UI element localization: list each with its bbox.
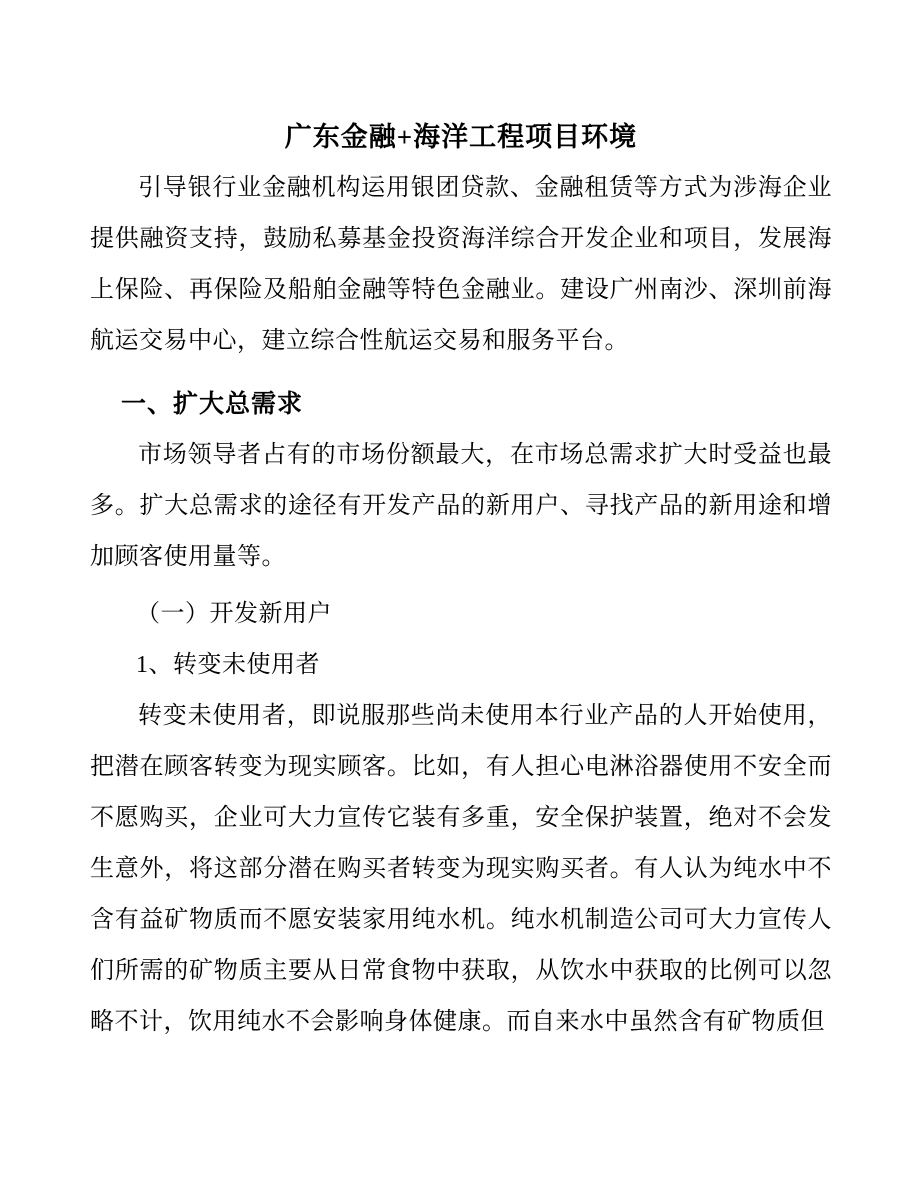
document-content: [90, 112, 832, 1048]
section-heading-expand-total-demand: 一、扩大总需求: [121, 391, 304, 418]
paragraph-convert-non-users: 转变未使用者，即说服那些尚未使用本行业产品的人开始使用，把潜在顾客转变为现实顾客。比如，有人担心电淋浴器使用不安全而不愿购买，企业可大力宣传它装有多重，安全保护装置，绝对不会发生意外，将这部分潜在购买者转变为现实购买者。有人认为纯水中不含有益矿物质而不愿安装家用纯水机。纯水机制造公司可大力宣传人们所需的矿物质主要从日常食物中获取，从饮水中获取的比例可以忽略不计，饮用纯水不会影响身体健康。而自来水中虽然含有矿物质但: [90, 703, 832, 1035]
document-title: 广东金融+海洋工程项目环境: [284, 122, 638, 152]
paragraph-market-leader: 市场领导者占有的市场份额最大，在市场总需求扩大时受益也最多。扩大总需求的途径有开发产品的新用户、寻找产品的新用途和增加顾客使用量等。: [90, 442, 832, 570]
paragraph-intro: 引导银行业金融机构运用银团贷款、金融租赁等方式为涉海企业提供融资支持，鼓励私募基金投资海洋综合开发企业和项目，发展海上保险、再保险及船舶金融等特色金融业。建设广州南沙、深圳前海航运交易中心，建立综合性航运交易和服务平台。: [90, 175, 832, 354]
subheading-develop-new-users: （一）开发新用户: [136, 601, 332, 627]
subheading-convert-non-users: 1、转变未使用者: [136, 652, 320, 678]
